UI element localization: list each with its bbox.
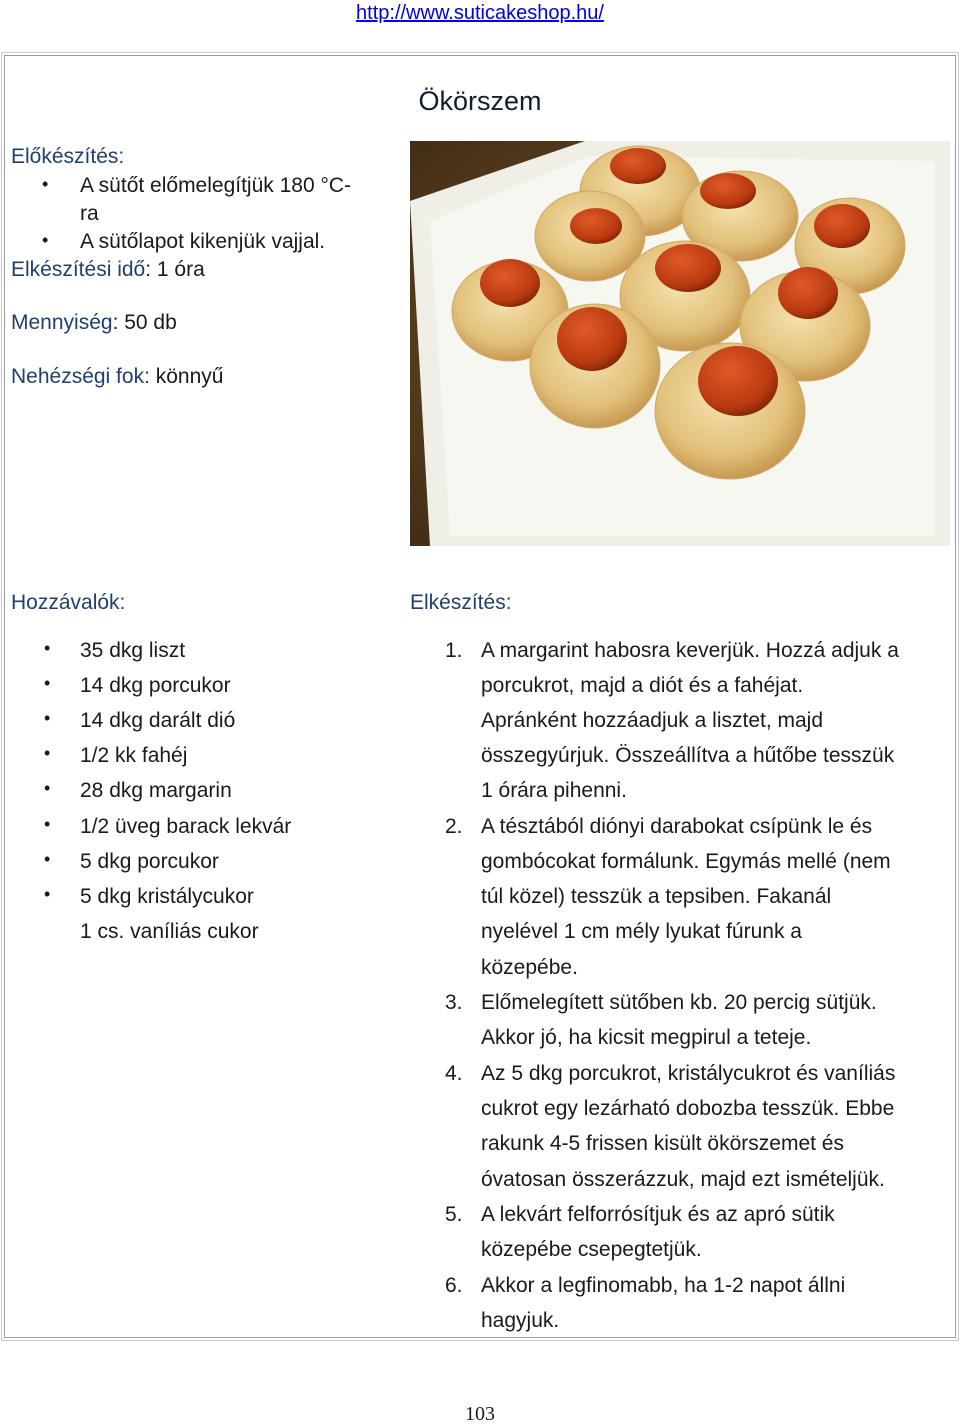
step-text: közepébe csepegtetjük. <box>481 1238 702 1261</box>
step-text: A margarint habosra keverjük. Hozzá adjuk a <box>481 639 899 662</box>
bullet-icon: • <box>44 708 51 728</box>
bullet-icon: • <box>42 230 49 250</box>
step-text: hagyjuk. <box>481 1309 560 1332</box>
cooking-time: Elkészítési idő: 1 óra <box>11 258 205 281</box>
page-number: 103 <box>465 1403 495 1425</box>
preparation-heading: Előkészítés: <box>11 145 125 168</box>
step-text: gombócokat formálunk. Egymás mellé (nem <box>481 850 891 873</box>
step-number: 4. <box>445 1062 463 1085</box>
cookie-photo <box>410 141 950 546</box>
bullet-icon: • <box>44 849 51 869</box>
difficulty: Nehézségi fok: könnyű <box>11 365 224 388</box>
step-number: 5. <box>445 1203 463 1226</box>
step-text: összegyúrjuk. Összeállítva a hűtőbe tesszük <box>481 744 895 767</box>
step-text: Akkor jó, ha kicsit megpirul a teteje. <box>481 1026 812 1049</box>
step-text: óvatosan összerázzuk, majd ezt ismételjük. <box>481 1168 885 1191</box>
step-text: A lekvárt felforrósítjuk és az apró sütik <box>481 1203 835 1226</box>
step-text: Előmelegített sütőben kb. 20 percig sütjük. <box>481 991 877 1014</box>
site-url-link[interactable]: http://www.suticakeshop.hu/ <box>356 2 604 24</box>
ingredients-heading: Hozzávalók: <box>11 591 126 614</box>
bullet-icon: • <box>44 814 51 834</box>
bullet-icon: • <box>44 673 51 693</box>
steps-heading: Elkészítés: <box>410 591 512 614</box>
step-text: Az 5 dkg porcukrot, kristálycukrot és vaníliás <box>481 1062 896 1085</box>
quantity: Mennyiség: 50 db <box>11 311 177 334</box>
bullet-icon: • <box>44 638 51 658</box>
step-text: Apránként hozzáadjuk a lisztet, majd <box>481 709 824 732</box>
step-text: közepébe. <box>481 956 578 979</box>
step-number: 3. <box>445 991 463 1014</box>
step-number: 1. <box>445 639 463 662</box>
step-text: cukrot egy lezárható dobozba tesszük. Ebbe <box>481 1097 895 1120</box>
bullet-icon: • <box>44 743 51 763</box>
recipe-title: Ökörszem <box>418 86 542 116</box>
step-text: porcukrot, majd a diót és a fahéjat. <box>481 674 804 697</box>
step-text: A tésztából diónyi darabokat csípünk le és <box>481 815 873 838</box>
bullet-icon: • <box>42 174 49 194</box>
step-text: rakunk 4-5 frissen kisült ökörszemet és <box>481 1132 844 1155</box>
step-text: nyelével 1 cm mély lyukat fúrunk a <box>481 920 802 943</box>
bullet-icon: • <box>44 884 51 904</box>
step-text: Akkor a legfinomabb, ha 1-2 napot állni <box>481 1274 846 1297</box>
step-text: túl közel) tesszük a tepsiben. Fakanál <box>481 885 832 908</box>
step-text: 1 órára pihenni. <box>481 779 627 802</box>
step-number: 6. <box>445 1274 463 1297</box>
step-number: 2. <box>445 815 463 838</box>
bullet-icon: • <box>44 778 51 798</box>
